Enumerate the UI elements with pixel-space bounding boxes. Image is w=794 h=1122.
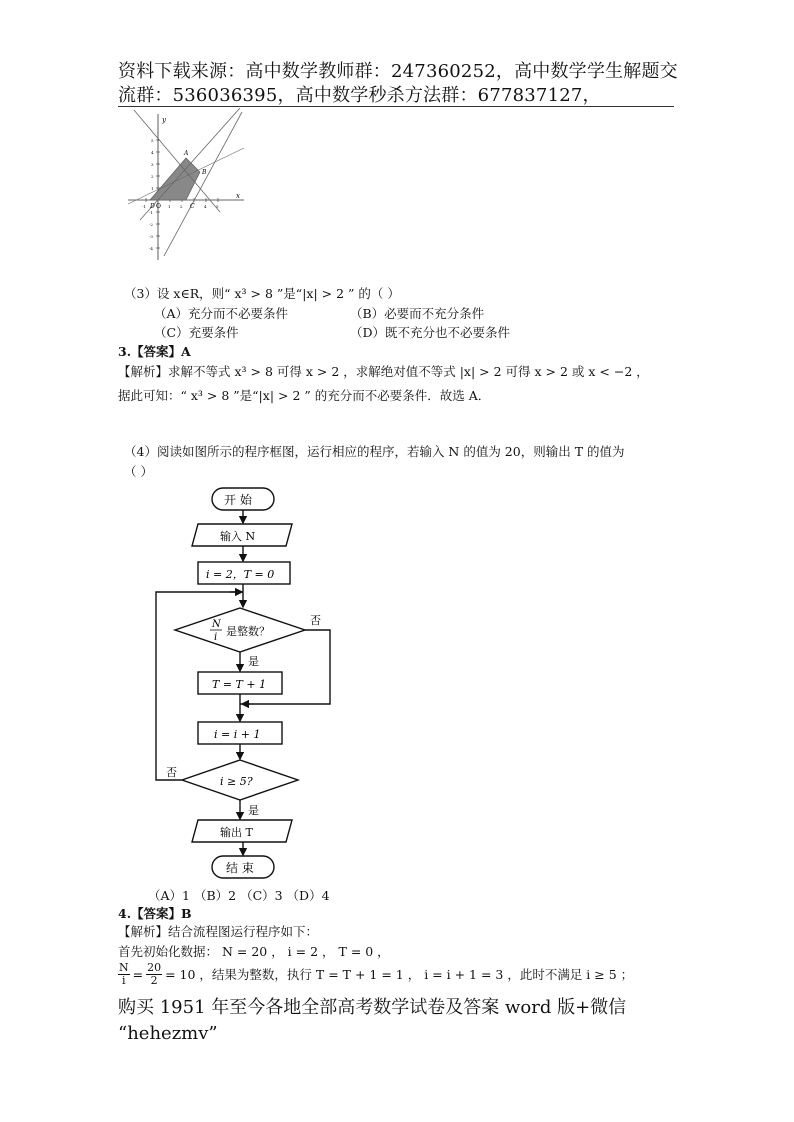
point-b-label: B [202, 169, 207, 176]
fraction-denominator: i [122, 974, 126, 987]
fraction-denominator: 2 [150, 974, 158, 987]
start-label: 开 始 [224, 493, 252, 507]
q4-options: （A）1 （B）2 （C）3 （D）4 [148, 888, 330, 903]
q3-option-d: （D）既不充分也不必要条件 [350, 325, 511, 340]
x-tick-2: 2 [180, 204, 183, 209]
y-axis-label: y [162, 116, 166, 124]
fraction-numerator: N [119, 961, 129, 974]
linear-programming-graph [120, 108, 250, 264]
no-label-1: 否 [310, 614, 321, 627]
end-label: 结 束 [226, 861, 254, 875]
footer-line-1: 购买 1951 年至今各地全部高考数学试卷及答案 word 版+微信 [118, 997, 627, 1018]
point-d-label: D [150, 203, 155, 210]
equals-sign: = [132, 966, 144, 982]
q3-answer: 3.【答案】A [118, 344, 191, 359]
cond1-label: 是整数？ [226, 625, 270, 638]
q4-answer: 4.【答案】B [118, 906, 192, 921]
yes-label-2: 是 [248, 804, 259, 817]
origin-label: O [156, 203, 161, 210]
q4-analysis-1: 【解析】结合流程图运行程序如下： [118, 924, 319, 939]
y-tick-m1: -1 [149, 210, 153, 215]
y-tick-m3: -3 [149, 234, 153, 239]
fraction-20-over-2 [146, 962, 162, 987]
q4-analysis-2: 首先初始化数据： N = 20 ， i = 2 ， T = 0 ， [118, 944, 390, 959]
q4-question: （4）阅读如图所示的程序框图，运行相应的程序，若输入 N 的值为 20，则输出 T 的值为 [124, 444, 625, 459]
footer-line-2: “hehezmv” [118, 1023, 218, 1044]
init-label: i = 2，T = 0 [206, 568, 275, 581]
y-tick-5: 5 [151, 138, 154, 143]
y-tick-1: 1 [151, 186, 154, 191]
q3-option-b: （B）必要而不充分条件 [350, 306, 485, 321]
x-tick-3: 4 [204, 204, 207, 209]
x-axis-label: x [236, 192, 240, 200]
q3-question: （3）设 x∈R，则“ x³ > 8 ”是“|x| > 2 ” 的（ ） [124, 286, 400, 301]
q3-option-a: （A）充分而不必要条件 [154, 306, 289, 321]
x-tick-0: -1 [142, 204, 146, 209]
q4-question-blank: （ ） [124, 464, 153, 479]
q3-option-c: （C）充要条件 [154, 325, 239, 340]
input-label: 输入 N [220, 530, 256, 543]
y-tick-2: 2 [151, 174, 154, 179]
point-c-label: C [190, 203, 195, 210]
fraction-numerator: 20 [147, 961, 162, 974]
q4-analysis-3 [118, 962, 633, 987]
header-line-1: 资料下载来源：高中数学教师群：247360252，高中数学学生解题交 [118, 61, 678, 82]
no-label-2: 否 [166, 766, 177, 779]
header-divider [118, 106, 674, 107]
yes-label-1: 是 [248, 655, 259, 668]
q3-analysis-2: 据此可知：“ x³ > 8 ”是“|x| > 2 ” 的充分而不必要条件．故选 A． [118, 388, 491, 403]
program-flowchart [150, 480, 350, 885]
x-tick-1: 1 [168, 204, 171, 209]
increment-t-label: T = T + 1 [212, 678, 267, 691]
y-tick-3: 3 [151, 162, 154, 167]
header-line-2: 流群：536036395，高中数学秒杀方法群：677837127， [118, 85, 601, 106]
y-tick-m4: -4 [149, 246, 153, 251]
fraction-n-over-i [118, 962, 130, 987]
x-tick-4: 5 [216, 204, 219, 209]
output-label: 输出 T [220, 826, 253, 839]
point-a-label: A [184, 150, 189, 157]
analysis-3-text: = 10 ，结果为整数，执行 T = T + 1 = 1 ， i = i + 1 = 3 ，此时不满足 i ≥ 5 ； [165, 966, 634, 982]
q3-analysis-1: 【解析】求解不等式 x³ > 8 可得 x > 2 ，求解绝对值不等式 |x| > 2 可得 x > 2 或 x < −2 ， [118, 364, 649, 379]
y-tick-4: 4 [151, 150, 154, 155]
y-tick-m2: -2 [149, 222, 153, 227]
cond1-numerator: N [212, 619, 221, 630]
cond1-denominator: i [214, 632, 218, 643]
increment-i-label: i = i + 1 [214, 728, 261, 741]
cond2-label: i ≥ 5? [220, 775, 253, 788]
